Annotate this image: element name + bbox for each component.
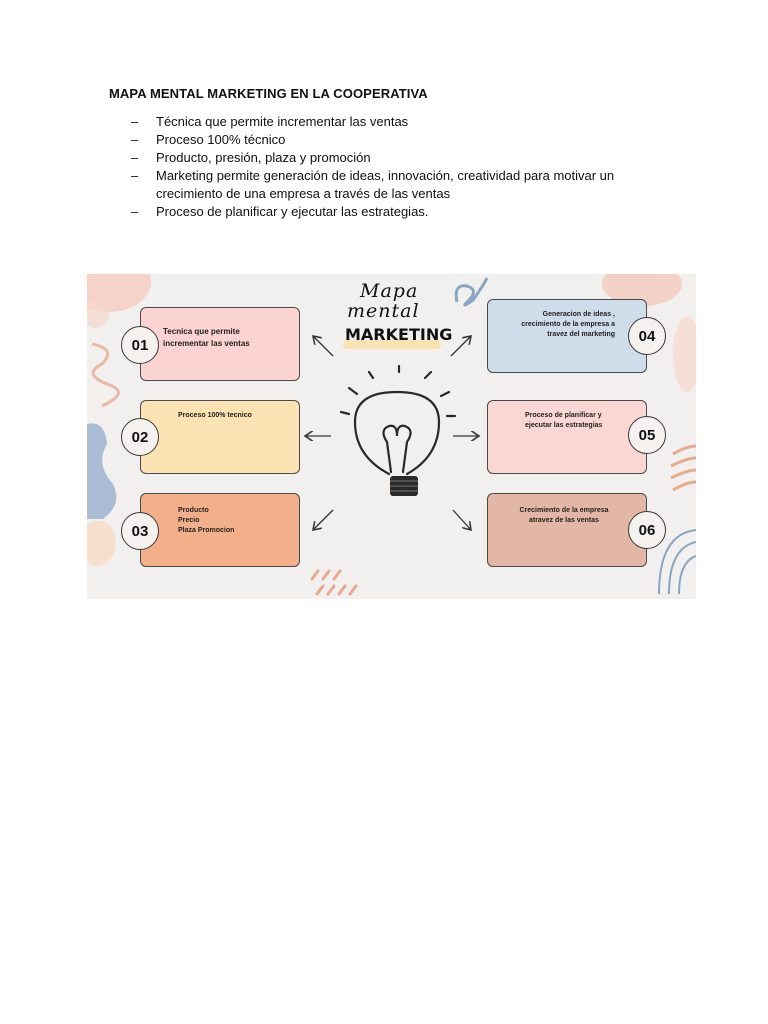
card-04-line: travez del marketing <box>547 331 615 338</box>
card-03-number: 03 <box>121 512 159 550</box>
mind-map-image <box>87 274 696 599</box>
bullet-text: Marketing permite generación de ideas, innovación, creatividad para motivar un crecimiento de una empresa a través de las ventas <box>156 168 615 201</box>
bullet-dash: – <box>131 168 139 183</box>
document-title: MAPA MENTAL MARKETING EN LA COOPERATIVA <box>109 86 428 101</box>
card-05-number: 05 <box>628 416 666 454</box>
card-03-line: Precio <box>178 517 200 524</box>
card-04-number: 04 <box>628 317 666 355</box>
list-item <box>131 167 651 203</box>
arrow-icon <box>451 336 471 356</box>
list-item <box>131 131 651 149</box>
card-05-line: Proceso de planificar y <box>525 412 602 419</box>
bullet-text: Producto, presión, plaza y promoción <box>156 150 371 165</box>
card-03-line: Producto <box>178 507 209 514</box>
list-item <box>131 203 651 221</box>
arrow-icon <box>453 510 471 530</box>
card-01-line: incrementar las ventas <box>163 339 250 348</box>
bullet-dash: – <box>131 150 139 165</box>
arrow-icon <box>313 336 333 356</box>
card-01-number: 01 <box>121 326 159 364</box>
bullet-dash: – <box>131 132 139 147</box>
arrow-icon <box>313 510 333 530</box>
mind-map-title-line2: mental <box>347 300 420 322</box>
list-item <box>131 113 651 131</box>
card-04-line: Generacion de ideas , <box>542 311 615 318</box>
card-02-line: Proceso 100% tecnico <box>178 412 252 419</box>
card-05-line: ejecutar las estrategias <box>525 422 603 429</box>
card-06-line: atravez de las ventas <box>528 517 600 524</box>
card-03-line: Plaza Promocion <box>178 527 235 534</box>
card-04-line: crecimiento de la empresa a <box>521 321 615 328</box>
bullet-dash: – <box>131 204 139 219</box>
bullet-text: Proceso de planificar y ejecutar las estrategias. <box>156 204 429 219</box>
bullet-dash: – <box>131 114 139 129</box>
bullet-text: Proceso 100% técnico <box>156 132 286 147</box>
card-01-line: Tecnica que permite <box>163 327 240 336</box>
bullet-list <box>131 113 651 221</box>
card-06-number: 06 <box>628 511 666 549</box>
card-06-line: Crecimiento de la empresa <box>519 507 609 514</box>
card-02-number: 02 <box>121 418 159 456</box>
mind-map-arrows <box>87 274 696 599</box>
bullet-text: Técnica que permite incrementar las ventas <box>156 114 409 129</box>
mind-map-title-line3: MARKETING <box>345 325 453 344</box>
list-item <box>131 149 651 167</box>
mind-map-title-line1: Mapa <box>360 280 419 302</box>
